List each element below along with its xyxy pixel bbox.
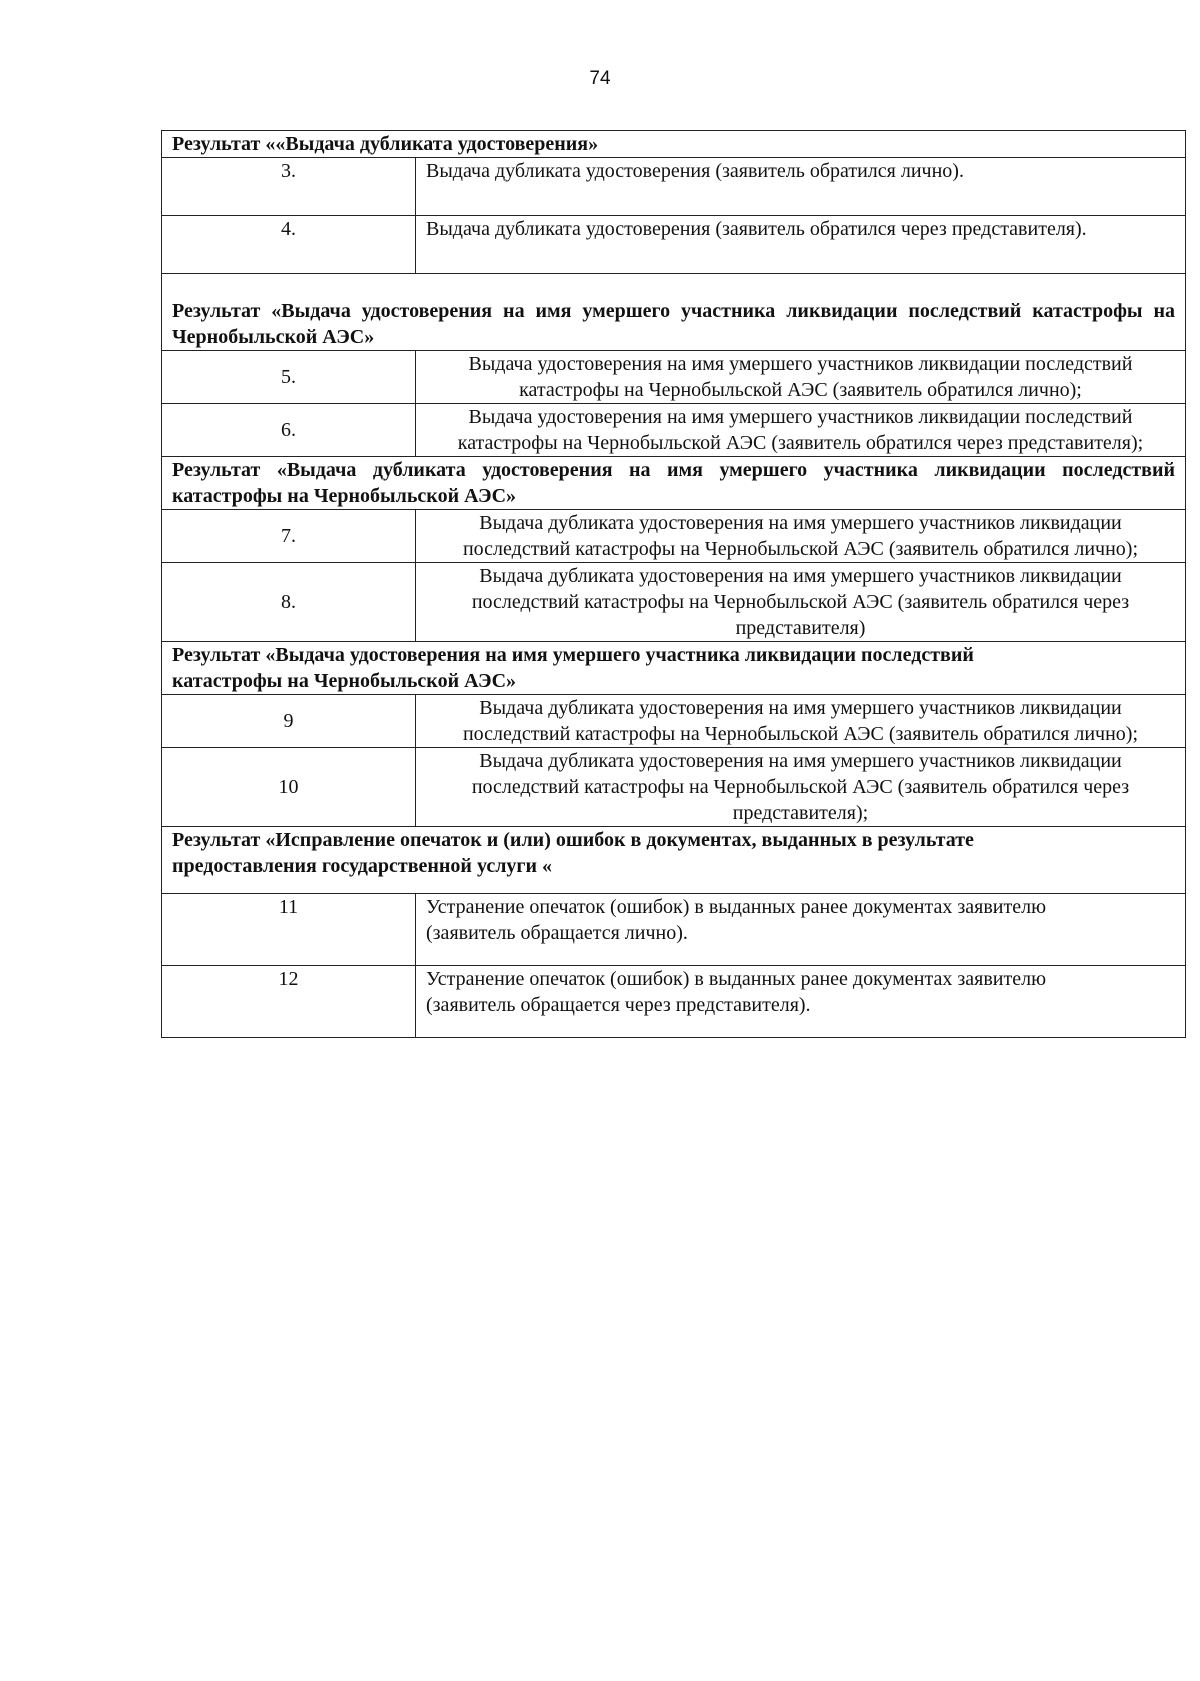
row-number: 10	[162, 748, 416, 827]
row-description: Выдача дубликата удостоверения на имя умершего участников ликвидации последствий катастрофы на Чернобыльской АЭС (заявитель обратился через представителя)	[416, 563, 1186, 642]
table-row	[162, 158, 1186, 216]
table-row	[162, 695, 1186, 748]
section-header	[162, 131, 1186, 158]
table-row	[162, 216, 1186, 274]
row-description: Выдача удостоверения на имя умершего участников ликвидации последствий катастрофы на Чернобыльской АЭС (заявитель обратился лично);	[416, 351, 1186, 404]
row-description: Устранение опечаток (ошибок) в выданных ранее документах заявителю (заявитель обращается лично).	[416, 894, 1186, 966]
row-description: Выдача дубликата удостоверения на имя умершего участников ликвидации последствий катастрофы на Чернобыльской АЭС (заявитель обратился лично);	[416, 695, 1186, 748]
section-title: Результат ««Выдача дубликата удостоверения»	[162, 131, 1186, 158]
table-row	[162, 351, 1186, 404]
table-row	[162, 966, 1186, 1038]
section-title: Результат «Выдача дубликата удостоверения на имя умершего участника ликвидации последствий катастрофы на Чернобыльской АЭС»	[162, 457, 1186, 510]
section-header	[162, 274, 1186, 351]
section-title: Результат «Выдача удостоверения на имя умершего участника ликвидации последствий катастрофы на Чернобыльской АЭС»	[162, 274, 1186, 351]
section-title: Результат «Выдача удостоверения на имя умершего участника ликвидации последствий катастрофы на Чернобыльской АЭС»	[162, 642, 1186, 695]
row-description: Устранение опечаток (ошибок) в выданных ранее документах заявителю (заявитель обращается через представителя).	[416, 966, 1186, 1038]
row-description: Выдача удостоверения на имя умершего участников ликвидации последствий катастрофы на Чернобыльской АЭС (заявитель обратился через представителя);	[416, 404, 1186, 457]
row-number: 12	[162, 966, 416, 1038]
row-number: 9	[162, 695, 416, 748]
section-title: Результат «Исправление опечаток и (или) ошибок в документах, выданных в результате предоставления государственной услуги «	[162, 827, 1186, 894]
row-number: 6.	[162, 404, 416, 457]
table-row	[162, 404, 1186, 457]
row-number: 7.	[162, 510, 416, 563]
row-number: 8.	[162, 563, 416, 642]
section-header	[162, 457, 1186, 510]
row-number: 5.	[162, 351, 416, 404]
section-header	[162, 827, 1186, 894]
row-description: Выдача дубликата удостоверения на имя умершего участников ликвидации последствий катастрофы на Чернобыльской АЭС (заявитель обратился через представителя);	[416, 748, 1186, 827]
row-description: Выдача дубликата удостоверения (заявитель обратился через представителя).	[416, 216, 1186, 274]
results-table	[161, 130, 1186, 1038]
row-number: 3.	[162, 158, 416, 216]
row-description: Выдача дубликата удостоверения на имя умершего участников ликвидации последствий катастрофы на Чернобыльской АЭС (заявитель обратился лично);	[416, 510, 1186, 563]
table-row	[162, 748, 1186, 827]
table-row	[162, 563, 1186, 642]
table-row	[162, 510, 1186, 563]
table-row	[162, 894, 1186, 966]
row-description: Выдача дубликата удостоверения (заявитель обратился лично).	[416, 158, 1186, 216]
row-number: 11	[162, 894, 416, 966]
section-header	[162, 642, 1186, 695]
page-number: 74	[589, 68, 611, 89]
row-number: 4.	[162, 216, 416, 274]
